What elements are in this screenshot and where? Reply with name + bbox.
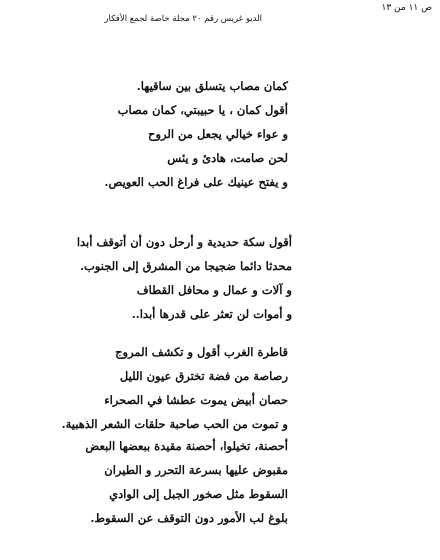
- poem-line: قاطرة الغرب أقول و تكشف المروج: [115, 345, 288, 359]
- poem-line: و عواء خيالي يجعل من الروح: [148, 127, 288, 141]
- poem-line: أقول كمان ، يا حبيبتي، كمان مصاب: [117, 103, 288, 117]
- poem-line: أحصنة، تخيلوا، أحصنة مقيدة ببعضها البعض: [85, 439, 288, 453]
- poem-line: و تموت من الحب صاحبة حلقات الشعر الذهبية.: [61, 417, 288, 431]
- poem-line: أقول سكة حديدية و أرحل دون أن أتوقف أبدا: [76, 235, 292, 249]
- poem-line: كمان مصاب يتسلق بين ساقيها.: [136, 79, 288, 93]
- poem-line: السقوط مثل صخور الجبل إلى الوادي: [109, 487, 288, 501]
- stanza-2: [22, 230, 292, 326]
- poem-line: رصاصة من فضة تخترق عيون الليل: [119, 369, 288, 383]
- poem-line: حصان أبيض يموت عطشا في الصحراء: [104, 393, 288, 407]
- stanza-4: [28, 434, 288, 530]
- poem-line: و أموات لن تعثر على قدرها أبدا..: [131, 307, 292, 321]
- page-number: ص ١١ من ١٣: [381, 3, 432, 13]
- poem-line: بلوغ لب الأمور دون التوقف عن السقوط.: [90, 511, 288, 525]
- poem-line: و آلات و عمال و محافل القطاف: [136, 283, 292, 297]
- poem-line: محدثا دائما ضجيجا من المشرق إلى الجنوب.: [79, 259, 292, 273]
- poem-line: مقبوض عليها بسرعة التحرر و الطيران: [104, 463, 288, 477]
- document-header: الديو غريس رقم ٢٠ مجلة خاصة لجمع الأفكار: [104, 14, 262, 24]
- stanza-1: [28, 74, 288, 194]
- poem-line: لحن صامت، هادئ و يئس: [167, 151, 288, 165]
- poem-line: و يفتح عينيك على فراغ الحب العويص.: [104, 175, 288, 189]
- stanza-3: [28, 340, 288, 436]
